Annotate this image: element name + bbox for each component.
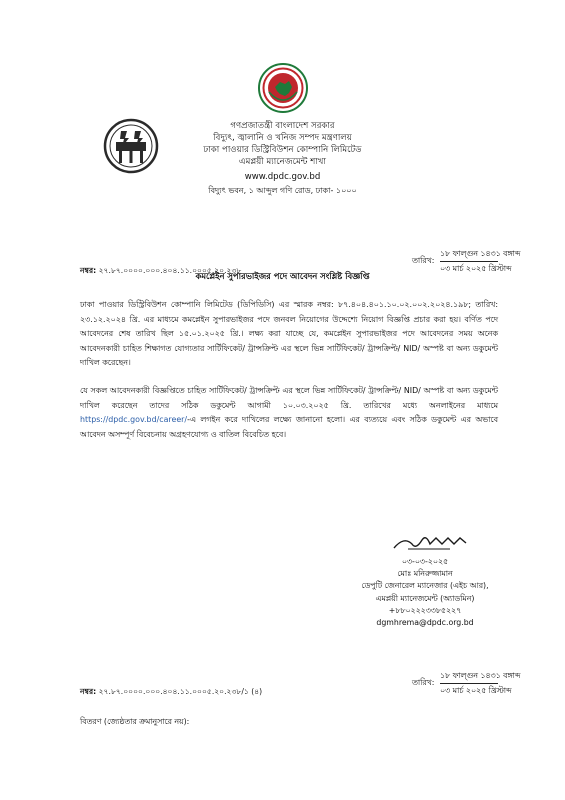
copy-date-label: তারিখ: <box>412 678 435 687</box>
memo-number: ২৭.৮৭.০০০০.০০০.৪০৪.১১.০০০৫.২০.২৩৮ <box>98 266 242 275</box>
date-english: ০৩ মার্চ ২০২৫ খ্রিস্টাব্দ <box>440 264 512 273</box>
letterhead <box>0 120 565 197</box>
date-bangla: ১৮ ফাল্গুন ১৪৩১ বঙ্গাব্দ <box>440 249 521 258</box>
signatory-department: এমপ্লয়ী ম্যানেজমেন্ট (অ্যাডমিন) <box>375 593 475 603</box>
signatory-name: মোঃ মনিরুজ্জামান <box>397 569 453 579</box>
ministry-name: বিদ্যুৎ, জ্বালানি ও খনিজ সম্পদ মন্ত্রণালয় <box>213 133 352 143</box>
subject-heading: কমপ্লেইন সুপারভাইজর পদে আবেদন সংশ্লিষ্ট বিজ্ঞপ্তি <box>195 271 370 281</box>
signatory-designation: ডেপুটি জেনারেল ম্যানেজার (এইচ আর), <box>361 581 489 591</box>
dpdc-company-logo <box>103 118 159 174</box>
date-label: তারিখ: <box>412 256 435 265</box>
copy-memo-number-row <box>80 686 262 699</box>
copy-date-divider <box>440 683 498 684</box>
website-link[interactable]: www.dpdc.gov.bd <box>244 172 321 182</box>
government-seal-logo <box>258 62 308 114</box>
signatory-phone: +৮৮০২২২৩৩৮৫২২৭ <box>388 605 462 615</box>
paragraph-2-text-b: -এ লগইন করে দাখিলের লক্ষ্যে জানানো হলো। এর ব্যত্যয়ে এবং সঠিক ডকুমেন্ট এর অভাবে আবেদন অসম্পূর্ণ বিবেচনায় অগ্রহণযোগ্য ও বাতিল বিবেচিত হবে। <box>80 415 498 439</box>
copy-date-bangla: ১৮ ফাল্গুন ১৪৩১ বঙ্গাব্দ <box>440 671 521 680</box>
distribution-heading: বিতরণ (জ্যেষ্ঠতার ক্রমানুসারে নয়): <box>80 717 190 726</box>
copy-memo-number-label: নম্বর: <box>80 687 97 696</box>
copy-memo-number: ২৭.৮৭.০০০০.০০০.৪০৪.১১.০০০৫.২০.২৩৮/১ (৪) <box>98 687 263 696</box>
body-paragraph-1: ঢাকা পাওয়ার ডিস্ট্রিবিউশন কোম্পানি লিমিটেড (ডিপিডিসি) এর স্মারক নম্বর: ৮৭.৪০৪.৪০১.১০.০২.০০২.২০২৪.১৯৮; তারিখ: ২৩.১২.২০২৪ খ্রি. এর মাধ্যমে কমপ্লেইন সুপারভাইজর পদে জনবল নিয়োগের উদ্দেশ্যে নিয়োগ বিজ্ঞপ্তি প্রচার করা হয়। বর্ণিত পদে আবেদনের শেষ তারিখ ছিল ১৫.০১.২০২৫ খ্রি.। লক্ষ্য করা যাচ্ছে যে, কমপ্লেইন সুপারভাইজর পদে আবেদনের সময় অনেক আবেদনকারী চাহিত শিক্ষাগত যোগ্যতার সার্টিফিকেট/ ট্রান্সক্রিপ্ট এর স্থলে ভিন্ন সার্টিফিকেট/ ট্রান্সক্রিপ্ট/ NID/ অস্পষ্ট বা অন্য ডকুমেন্ট দাখিল করেছেন। <box>80 300 498 368</box>
copy-date-english: ০৩ মার্চ ২০২৫ খ্রিস্টাব্দ <box>440 686 512 695</box>
branch-name: এমপ্লয়ী ম্যানেজমেন্ট শাখা <box>239 157 326 167</box>
signatory-email[interactable]: dgmhrema@dpdc.org.bd <box>376 618 474 628</box>
career-link[interactable]: https://dpdc.gov.bd/career/ <box>80 415 188 425</box>
paragraph-2-text-a: যে সকল আবেদনকারী বিজ্ঞপ্তিতে চাহিত সার্টিফিকেট/ ট্রান্সক্রিপ্ট এর স্থলে ভিন্ন সার্টিফিকেট/ ট্রান্সক্রিপ্ট/ NID/ অস্পষ্ট বা অন্য ডকুমেন্ট দাখিল করেছেন তাদের সঠিক ডকুমেন্ট আগামী ১০.০৩.২০২৫ খ্রি. তারিখের মধ্যে অনলাইনের মাধ্যমে <box>80 386 498 410</box>
date-divider <box>440 261 498 262</box>
govt-name: গণপ্রজাতন্ত্রী বাংলাদেশ সরকার <box>230 121 335 131</box>
signature-block <box>350 556 500 629</box>
body-paragraph-2 <box>80 384 498 442</box>
memo-number-label: নম্বর: <box>80 266 97 275</box>
signature-date: ০৩-০৩-২০২৫ <box>401 557 449 566</box>
handwritten-signature <box>390 530 470 554</box>
company-name: ঢাকা পাওয়ার ডিস্ট্রিবিউশন কোম্পানি লিমিটেড <box>203 145 362 155</box>
office-address: বিদ্যুৎ ভবন, ১ আব্দুল গণি রোড, ঢাকা- ১০০০ <box>208 186 357 195</box>
